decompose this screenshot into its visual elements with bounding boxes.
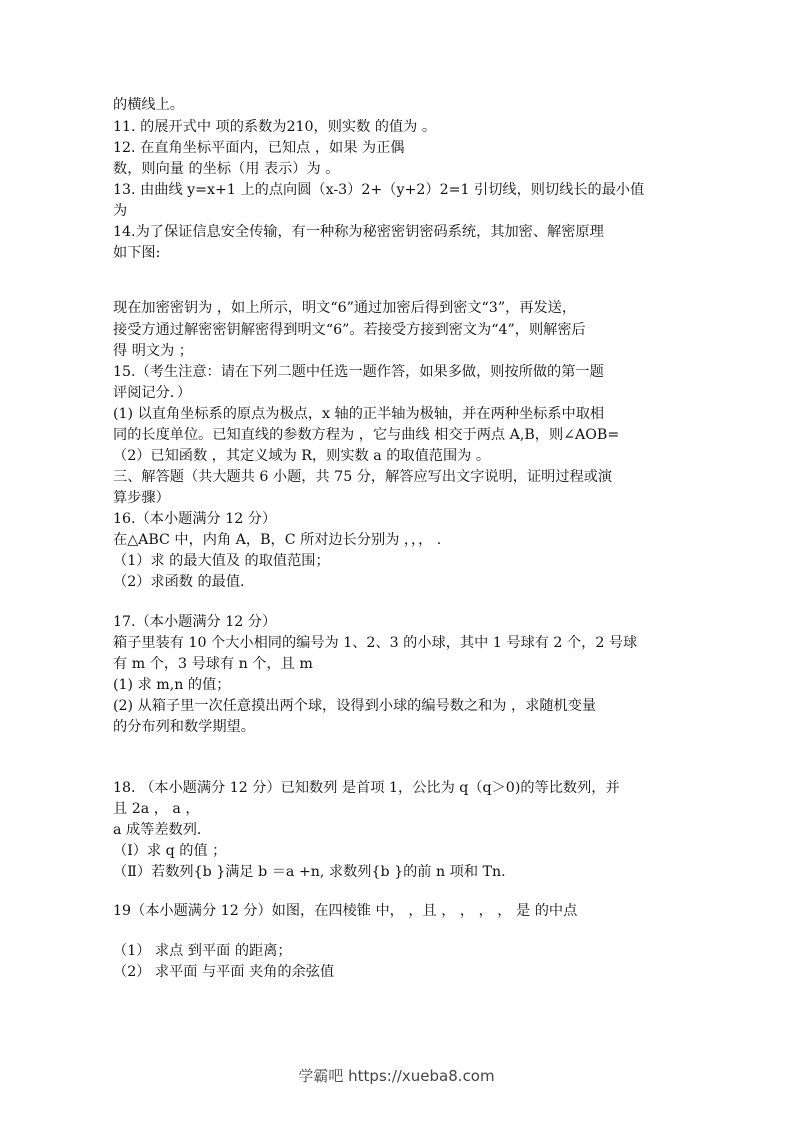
text-line: 且 2a ， a ， (113, 801, 200, 817)
text-line: a 成等差数列. (113, 822, 202, 838)
text-line: 得 明文为 ； (113, 343, 193, 359)
text-line: （1） 求点 到平面 的距离； (113, 943, 292, 959)
heading-q17: 17.（本小题满分 12 分） (113, 614, 277, 630)
text-line: 同的长度单位。已知直线的参数方程为 ，它与曲线 相交于两点 A,B，则∠AOB= (113, 427, 620, 443)
text-line: 12. 在直角坐标平面内，已知点 ，如果 为正偶 (113, 140, 405, 156)
heading-q16: 16.（本小题满分 12 分） (113, 511, 277, 527)
heading-q18: 18. （本小题满分 12 分）已知数列 是首项 1，公比为 q（q＞0)的等比数列，并 (113, 780, 620, 796)
text-line: (1) 以直角坐标系的原点为极点，x 轴的正半轴为极轴，并在两种坐标系中取相 (113, 406, 605, 422)
text-line: 箱子里装有 10 个大小相同的编号为 1、2、3 的小球，其中 1 号球有 2 个，2 号球 (113, 635, 638, 651)
text-line: 评阅记分．） (113, 385, 192, 401)
text-line: （Ⅱ）若数列{b }满足 b ＝a +n, 求数列{b }的前 n 项和 Tn. (113, 864, 506, 880)
text-line: 为 (113, 203, 128, 219)
text-line: 算步骤） (113, 490, 170, 506)
text-line: 15.（考生注意：请在下列二题中任选一题作答，如果多做，则按所做的第一题 (113, 364, 604, 380)
text-line: （Ⅰ）求 q 的值 ； (113, 843, 227, 859)
text-line: 有 m 个，3 号球有 n 个，且 m (113, 656, 313, 672)
text-line: (2) 从箱子里一次任意摸出两个球，设得到小球的编号数之和为 ，求随机变量 (113, 698, 597, 714)
text-line: (1) 求 m,n 的值； (113, 677, 231, 693)
text-line: 11. 的展开式中 项的系数为210，则实数 的值为 。 (113, 119, 437, 135)
heading-q19: 19（本小题满分 12 分）如图，在四棱锥 中， ，且 ， ， ， ， 是 的中点 (113, 903, 578, 919)
text-line: 13. 由曲线 y=x+1 上的点向圆（x-3）2+（y+2）2=1 引切线，则切线长的最小值 (113, 182, 645, 198)
text-line: 的横线上。 (113, 97, 184, 113)
text-line: 的分布列和数学期望。 (113, 719, 255, 735)
text-line: 三、解答题（共大题共 6 小题，共 75 分，解答应写出文字说明，证明过程或演 (113, 469, 613, 485)
text-line: 现在加密密钥为 ，如上所示，明文“6”通过加密后得到密文“3”，再发送， (113, 300, 577, 316)
text-line: （1）求 的最大值及 的取值范围； (113, 553, 330, 569)
footer-watermark: 学霸吧 https://xueba8.com (298, 1067, 495, 1085)
text-line: 接受方通过解密密钥解密得到明文“6”。若接受方接到密文为“4”，则解密后 (113, 322, 586, 338)
text-line: （2） 求平面 与平面 夹角的余弦值 (113, 964, 335, 980)
text-line: 14.为了保证信息安全传输，有一种称为秘密密钥密码系统，其加密、解密原理 (113, 224, 604, 240)
text-line: 如下图: (113, 245, 161, 261)
text-line: 在△ABC 中，内角 A，B，C 所对边长分别为 ，，， . (113, 532, 442, 548)
text-line: （2）求函数 的最值. (113, 574, 245, 590)
text-line: （2）已知函数 ，其定义域为 R，则实数 a 的取值范围为 。 (113, 448, 491, 464)
text-line: 数，则向量 的坐标（用 表示）为 。 (113, 161, 340, 177)
